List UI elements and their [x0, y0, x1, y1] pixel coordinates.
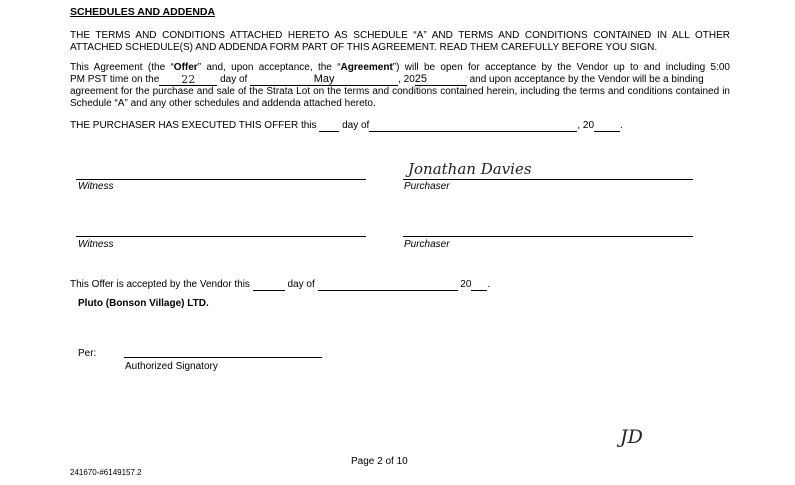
intro-paragraph: THE TERMS AND CONDITIONS ATTACHED HERETO AS SCHEDULE “A” AND TERMS AND CONDITIONS CONTAINED IN ALL OTHER ATTACHED SCHEDULE(S) AND ADDENDA FORM PART OF THIS AGREEMENT. READ THEM CAREFULLY BEFORE YOU SIGN.: [70, 30, 730, 53]
agreement-paragraph: [70, 62, 730, 110]
agreement-line-1: [70, 62, 730, 74]
document-id: 241670-#6149157.2: [70, 468, 142, 477]
agreement-line-2: [70, 74, 730, 86]
offer-day-value: 22: [181, 73, 196, 86]
vendor-text: day of: [287, 279, 315, 290]
purchaser-signature-line-2[interactable]: [403, 236, 693, 237]
section-heading: SCHEDULES AND ADDENDA: [70, 6, 216, 18]
offer-month-field[interactable]: [250, 74, 398, 86]
vendor-year-field[interactable]: [471, 279, 487, 291]
authorized-signatory-label: Authorized Signatory: [125, 361, 218, 372]
vendor-text: This Offer is accepted by the Vendor this: [70, 279, 250, 290]
witness-signature-line-1[interactable]: [76, 179, 366, 180]
offer-month-value: May: [313, 73, 335, 85]
agreement-text: ”) will be open for acceptance by the Vendor up to and including 5:00: [392, 62, 730, 73]
offer-day-field[interactable]: [159, 74, 217, 86]
executed-text: , 20: [577, 120, 595, 131]
offer-year-value: 25: [414, 73, 428, 85]
offer-term: Offer: [173, 62, 198, 73]
vendor-text: 20: [460, 279, 472, 290]
vendor-company: Pluto (Bonson Village) LTD.: [78, 298, 209, 309]
vendor-acceptance-line: [70, 279, 490, 291]
agreement-line-3: agreement for the purchase and sale of the Strata Lot on the terms and conditions contained herein, including the terms and conditions contained in Schedule “A” and any other schedules and addenda attached hereto.: [70, 86, 730, 109]
vendor-month-field[interactable]: [318, 279, 458, 291]
purchaser-label-1: Purchaser: [404, 181, 450, 192]
agreement-text: , 20: [398, 74, 415, 85]
executed-day-field[interactable]: [319, 120, 339, 132]
vendor-text: .: [487, 279, 491, 290]
purchaser-signature-line-1[interactable]: [403, 179, 693, 180]
agreement-text: ” and, upon acceptance, the “: [197, 62, 341, 73]
page-number: Page 2 of 10: [351, 456, 408, 467]
witness-label-1: Witness: [78, 181, 114, 192]
vendor-day-field[interactable]: [253, 279, 285, 291]
executed-year-field[interactable]: [594, 120, 620, 132]
agreement-text: PM PST time on the: [70, 74, 160, 85]
executed-text: day of: [342, 120, 370, 131]
executed-text: .: [620, 120, 623, 131]
agreement-term: Agreement: [340, 62, 393, 73]
agreement-text: and upon acceptance by the Vendor will be a binding: [469, 74, 704, 85]
witness-signature-line-2[interactable]: [76, 236, 366, 237]
witness-label-2: Witness: [78, 239, 114, 250]
authorized-signature-line[interactable]: [124, 357, 322, 358]
purchaser-initials: JD: [620, 426, 643, 448]
executed-text: THE PURCHASER HAS EXECUTED THIS OFFER this: [70, 120, 317, 131]
offer-year-field[interactable]: [415, 74, 467, 86]
agreement-text: day of: [220, 74, 248, 85]
purchaser-signature: Jonathan Davies: [408, 160, 532, 178]
per-label: Per:: [78, 348, 97, 359]
agreement-text: This Agreement (the “: [70, 62, 174, 73]
executed-line: [70, 120, 623, 132]
purchaser-label-2: Purchaser: [404, 239, 450, 250]
executed-month-field[interactable]: [369, 120, 577, 132]
